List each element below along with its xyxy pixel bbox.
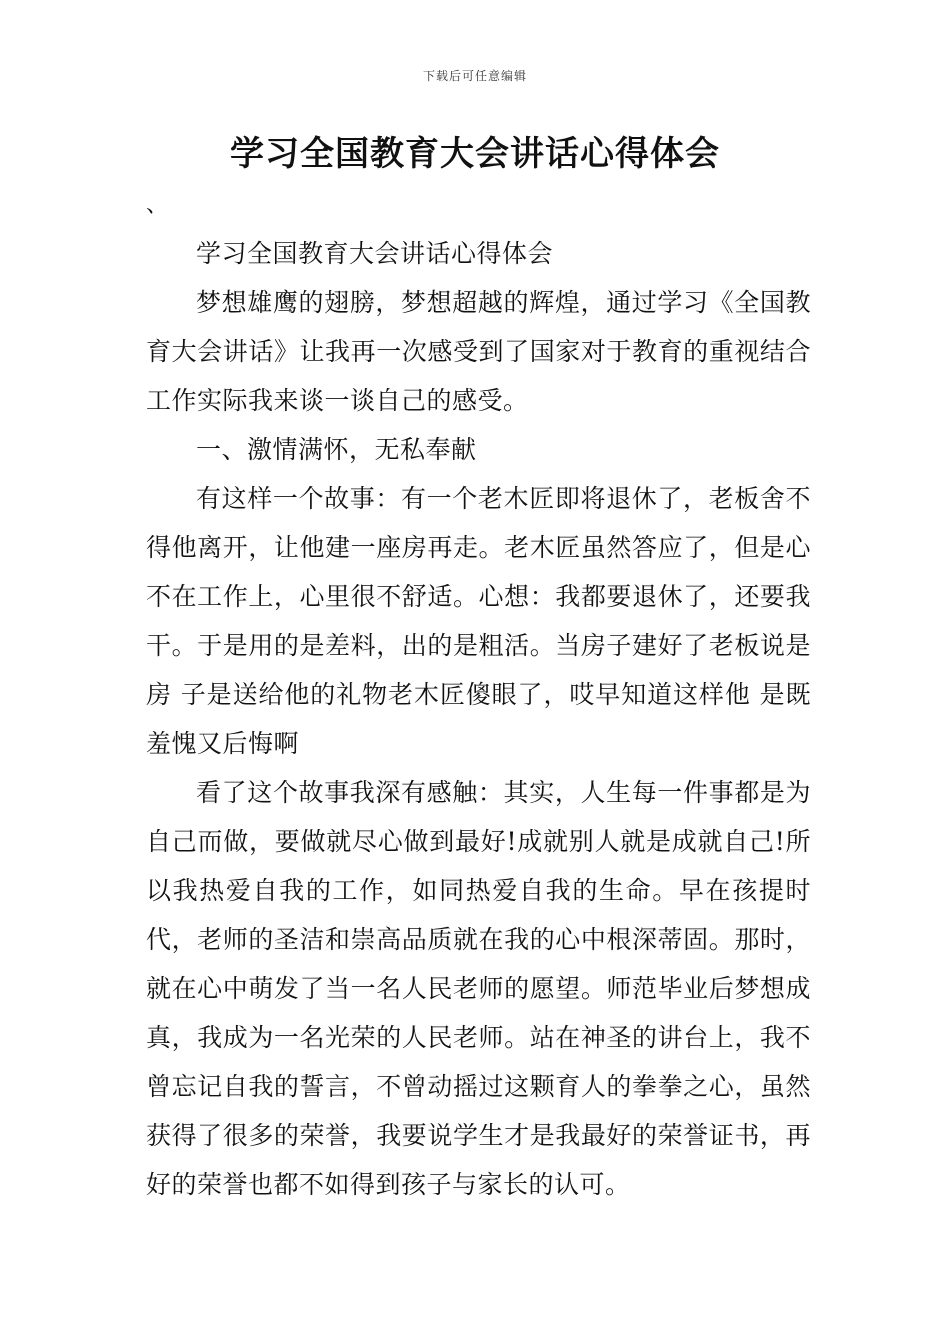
document-body	[146, 229, 811, 1209]
section-heading: 一、激情满怀，无私奉献	[196, 435, 477, 464]
paragraph-reflection: 看了这个故事我深有感触：其实，人生每一件事都是为自己而做，要做就尽心做到最好!成就别人就是成就自己!所以我热爱自我的工作，如同热爱自我的生命。早在孩提时代，老师的圣洁和崇高品质就在我的心中根深蒂固。那时，就在心中萌发了当一名人民老师的愿望。师范毕业后梦想成真，我成为一名光荣的人民老师。站在神圣的讲台上，我不曾忘记自我的誓言，不曾动摇过这颗育人的拳拳之心，虽然获得了很多的荣誉，我要说学生才是我最好的荣誉证书，再好的荣誉也都不如得到孩子与家长的认可。	[146, 778, 811, 1199]
header-note: 下载后可任意编辑	[422, 69, 527, 83]
stray-mark: 、	[146, 193, 169, 218]
paragraph-story: 有这样一个故事：有一个老木匠即将退休了，老板舍不得他离开，让他建一座房再走。老木匠虽然答应了，但是心不在工作上，心里很不舒适。心想：我都要退休了，还要我干。于是用的是差料，出的是粗活。当房子建好了老板说是房 子是送给他的礼物老木匠傻眼了，哎早知道这样他 是既羞愧又后悔啊	[146, 484, 811, 758]
document-title: 学习全国教育大会讲话心得体会	[230, 134, 720, 174]
paragraph-intro: 梦想雄鹰的翅膀，梦想超越的辉煌，通过学习《全国教育大会讲话》让我再一次感受到了国家对于教育的重视结合工作实际我来谈一谈自己的感受。	[146, 288, 811, 415]
paragraph-subtitle: 学习全国教育大会讲话心得体会	[196, 239, 554, 268]
